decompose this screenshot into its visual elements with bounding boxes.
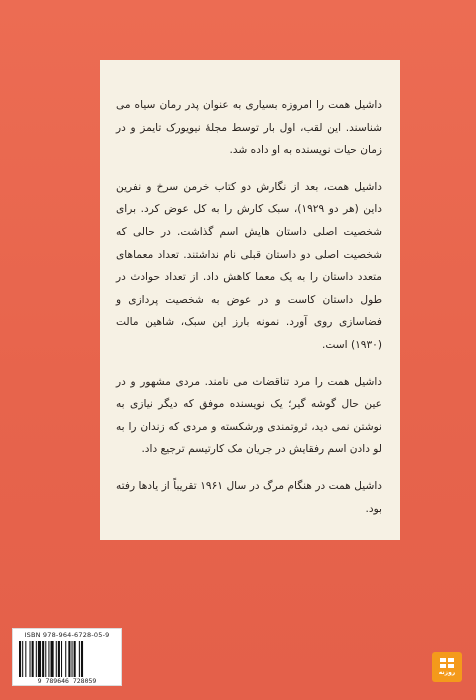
publisher-logo: [432, 652, 462, 682]
isbn-label: ISBN 978-964-6728-05-9: [24, 631, 110, 639]
blurb-paragraph-2: داشیل همت، بعد از نگارش دو کتاب خرمن سرخ و نفرین داین (هر دو ۱۹۲۹)، سبک کارش را به کل عوض کرد. برای شخصیت اصلی داستان هایش اسم گذاشت. در حالی که شخصیت اصلی دو داستان قبلی نام نداشتند. تعداد معماهای متعدد داستان را به یک معما کاهش داد. از تعداد حوادث در طول داستان کاست و در عوض به شخصیت پردازی و فضاسازی روی آورد. نمونه بارز این سبک، شاهین مالت (۱۹۳۰) است.: [116, 180, 382, 351]
barcode-number: 9 789646 728059: [37, 677, 97, 685]
blurb-paragraph-1: داشیل همت را امروزه بسیاری به عنوان پدر رمان سیاه می شناسند. این لقب، اول بار توسط مجلهٔ نیویورک تایمز و در زمان حیات نویسنده به او داده شد.: [116, 99, 382, 157]
blurb-paragraph-4: داشیل همت در هنگام مرگ در سال ۱۹۶۱ تقریباً از یادها رفته بود.: [116, 479, 382, 515]
isbn-barcode: [12, 628, 122, 686]
blurb-paragraph-3: داشیل همت را مرد تناقضات می نامند. مردی مشهور و در عین حال گوشه گیر؛ یک نویسنده موفق که دیگر نیازی به نوشتن نمی دید، ثروتمندی ورشکسته و مردی که زندان را به لو دادن اسم رفقایش در جریان مک کارتیسم ترجیع داد.: [116, 375, 382, 456]
barcode-icon: [17, 641, 117, 677]
blurb-panel: [100, 60, 400, 540]
publisher-window-icon: [439, 657, 455, 669]
publisher-logo-text: روزنه: [438, 669, 456, 676]
